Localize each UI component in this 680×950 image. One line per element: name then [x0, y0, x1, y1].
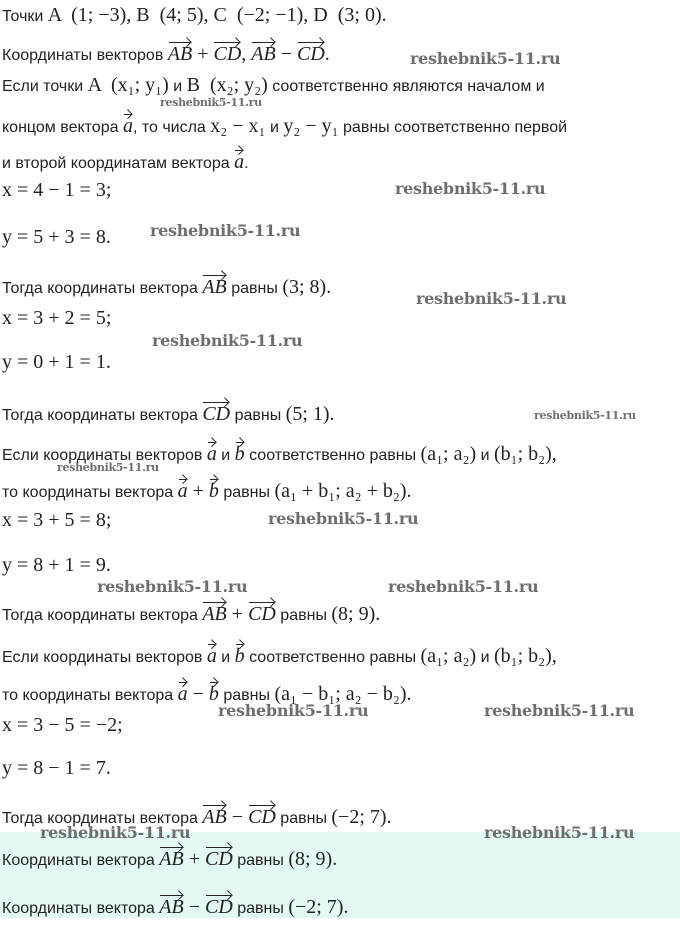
text: равны — [218, 484, 275, 501]
text: равны — [232, 900, 289, 917]
text: соответственно равны — [244, 447, 421, 464]
watermark: reshebnik5-11.ru — [40, 823, 191, 842]
vector: AB — [168, 38, 192, 66]
vector: AB — [159, 843, 183, 871]
math-expression: + — [226, 603, 249, 625]
text: Если координаты векторов — [2, 649, 207, 666]
solution-line — [2, 350, 111, 376]
solution-line — [2, 225, 111, 251]
solution-line — [2, 598, 380, 628]
vector: a — [123, 110, 133, 138]
text: то координаты вектора — [2, 484, 178, 501]
math-expression: x = 3 − 5 = −2; — [2, 714, 123, 736]
text: равны соответственно первой — [338, 119, 568, 136]
math-expression: A (1; −3), B (4; 5), C (−2; −1), D (3; 0). — [47, 4, 387, 26]
text: Тогда координаты вектора — [2, 810, 203, 827]
math-expression: − — [187, 683, 209, 705]
math-expression: − — [183, 896, 205, 918]
text: Координаты векторов — [2, 47, 168, 64]
math-expression: − — [226, 806, 249, 828]
solution-line — [2, 73, 545, 99]
solution-line — [2, 508, 111, 534]
text: Если точки — [2, 78, 88, 95]
vector: CD — [205, 891, 233, 919]
math-expression: y = 8 + 1 = 9. — [2, 554, 111, 576]
math-expression: (−2; 7). — [288, 896, 349, 918]
answer-line — [2, 891, 348, 921]
solution-line — [2, 713, 123, 739]
vector: a — [178, 678, 188, 706]
vector: b — [209, 475, 219, 503]
math-expression: . — [324, 43, 330, 65]
text: Координаты вектора — [2, 900, 160, 917]
math-expression: (a₁; a₂) — [420, 443, 477, 465]
watermark: reshebnik5-11.ru — [268, 509, 419, 528]
math-expression: (a₁; a₂) — [420, 645, 477, 667]
watermark: reshebnik5-11.ru — [97, 577, 248, 596]
solution-line — [2, 271, 331, 301]
math-expression: x = 3 + 2 = 5; — [2, 307, 112, 329]
vector: CD — [205, 843, 233, 871]
solution-line — [2, 3, 387, 29]
solution-line — [2, 640, 557, 670]
math-expression: + — [187, 480, 209, 502]
watermark: reshebnik5-11.ru — [152, 331, 303, 350]
text: равны — [226, 280, 283, 297]
solution-line — [2, 38, 330, 68]
math-expression: A (x₁; y₁) — [87, 74, 169, 96]
text: и — [265, 119, 284, 136]
vector: AB — [251, 38, 275, 66]
math-expression: − — [275, 43, 297, 65]
watermark: reshebnik5-11.ru — [410, 49, 561, 68]
watermark: reshebnik5-11.ru — [484, 823, 635, 842]
text: Тогда координаты вектора — [2, 280, 203, 297]
math-expression: y = 5 + 3 = 8. — [2, 226, 111, 248]
watermark: reshebnik5-11.ru — [484, 701, 635, 720]
text: . — [244, 155, 249, 172]
math-expression: (3; 8). — [282, 276, 332, 298]
text: Тогда координаты вектора — [2, 407, 203, 424]
text: равны — [218, 687, 275, 704]
vector: CD — [248, 598, 276, 626]
text: равны — [230, 407, 286, 424]
vector: AB — [202, 598, 226, 626]
watermark: reshebnik5-11.ru — [416, 289, 567, 308]
watermark: reshebnik5-11.ru — [395, 179, 546, 198]
vector: b — [209, 678, 219, 706]
text: Точки — [2, 8, 48, 25]
math-expression: + — [183, 848, 205, 870]
text: то координаты вектора — [2, 687, 178, 704]
math-expression: y = 8 − 1 = 7. — [2, 757, 111, 779]
solution-line — [2, 306, 111, 332]
vector: a — [207, 438, 217, 466]
watermark: reshebnik5-11.ru — [218, 701, 369, 720]
math-expression: (a₁ + b₁; a₂ + b₂). — [274, 480, 412, 502]
math-expression: , — [241, 43, 252, 65]
text: Тогда координаты вектора — [2, 607, 203, 624]
math-expression: (b₁; b₂), — [493, 645, 557, 667]
solution-line — [2, 475, 412, 505]
math-expression: x = 4 − 1 = 3; — [2, 179, 112, 201]
watermark: reshebnik5-11.ru — [534, 409, 636, 422]
answer-line — [2, 843, 337, 873]
watermark: reshebnik5-11.ru — [160, 96, 262, 109]
vector: CD — [248, 801, 276, 829]
math-expression: (8; 9). — [288, 848, 338, 870]
text: равны — [232, 852, 289, 869]
vector: CD — [213, 38, 241, 66]
vector: AB — [159, 891, 183, 919]
math-expression: (8; 9). — [331, 603, 381, 625]
vector: a — [178, 475, 188, 503]
math-expression: (5; 1). — [285, 403, 335, 425]
vector: a — [207, 640, 217, 668]
solution-line — [2, 398, 335, 428]
math-expression: B (x₂; y₂) — [186, 74, 268, 96]
math-expression: + — [192, 43, 214, 65]
vector: b — [235, 438, 245, 466]
text: и — [476, 649, 494, 666]
vector: b — [235, 640, 245, 668]
text: равны — [275, 810, 332, 827]
text: и — [216, 447, 235, 464]
text: равны — [275, 607, 332, 624]
text: соответственно являются началом и — [267, 78, 545, 95]
solution-line — [2, 146, 249, 176]
solution-line — [2, 553, 111, 579]
solution-line — [2, 178, 111, 204]
watermark: reshebnik5-11.ru — [150, 221, 301, 240]
vector: CD — [202, 398, 230, 426]
text: , то числа — [132, 119, 211, 136]
math-expression: (−2; 7). — [331, 806, 392, 828]
text: и — [216, 649, 235, 666]
text: и второй координатам вектора — [2, 155, 235, 172]
math-expression: (a₁ − b₁; a₂ − b₂). — [274, 683, 412, 705]
math-expression: y = 0 + 1 = 1. — [2, 351, 111, 373]
math-expression: y₂ − y₁ — [283, 115, 339, 137]
text: соответственно равны — [244, 649, 421, 666]
vector: AB — [202, 801, 226, 829]
text: концом вектора — [2, 119, 123, 136]
solution-line — [2, 756, 111, 782]
math-expression: x = 3 + 5 = 8; — [2, 509, 112, 531]
text: Координаты вектора — [2, 852, 160, 869]
solution-line — [2, 110, 567, 140]
math-expression: (b₁; b₂), — [493, 443, 557, 465]
watermark: reshebnik5-11.ru — [57, 461, 159, 474]
math-expression: x₂ − x₁ — [210, 115, 266, 137]
vector: a — [234, 146, 244, 174]
text: и — [168, 78, 187, 95]
text: и — [476, 447, 494, 464]
text: Если координаты векторов — [2, 447, 207, 464]
vector: CD — [297, 38, 325, 66]
watermark: reshebnik5-11.ru — [388, 577, 539, 596]
vector: AB — [202, 271, 226, 299]
